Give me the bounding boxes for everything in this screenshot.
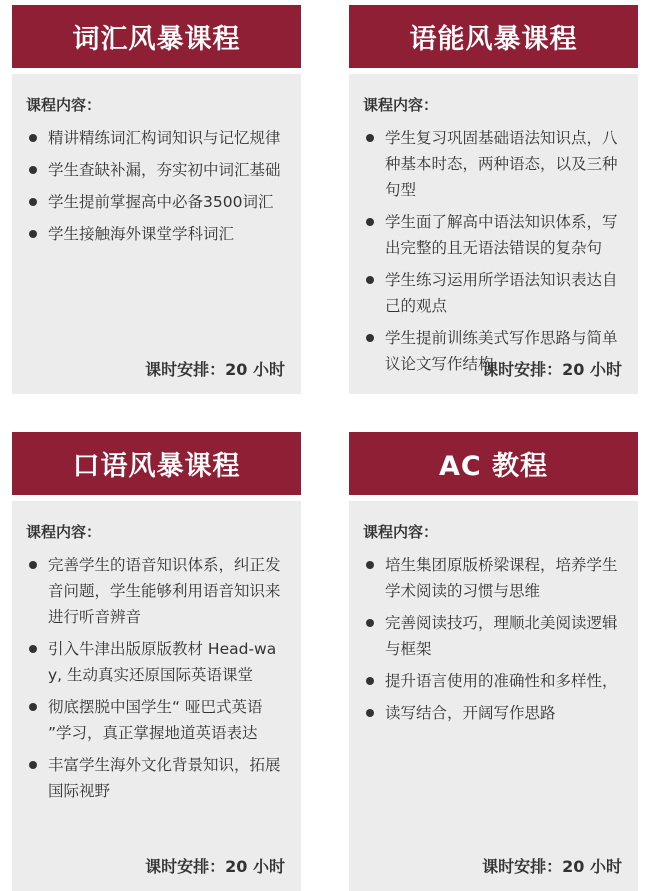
bullet-icon xyxy=(366,276,374,284)
bullet-icon xyxy=(366,218,374,226)
list-item-text: 完善阅读技巧，理顺北美阅读逻辑与框架 xyxy=(385,614,618,658)
list-item-text: 彻底摆脱中国学生“ 哑巴式英语 ”学习，真正掌握地道英语表达 xyxy=(48,698,263,742)
course-body xyxy=(349,501,638,891)
list-item-text: 引入牛津出版原版教材 Head-way, 生动真实还原国际英语课堂 xyxy=(48,640,277,684)
list-item-text: 学生面了解高中语法知识体系，写出完整的且无语法错误的复杂句 xyxy=(385,213,618,257)
list-item-text: 培生集团原版桥梁课程，培养学生学术阅读的习惯与思维 xyxy=(385,556,618,600)
bullet-icon xyxy=(366,561,374,569)
list-item xyxy=(26,125,287,151)
content-label: 课程内容： xyxy=(26,96,102,114)
content-list xyxy=(26,125,287,247)
list-item-text: 读写结合，开阔写作思路 xyxy=(385,704,556,722)
bullet-icon xyxy=(29,561,37,569)
list-item xyxy=(363,668,624,694)
bullet-icon xyxy=(29,198,37,206)
course-hours: 课时安排：20 小时 xyxy=(145,857,285,876)
list-item-text: 提升语言使用的准确性和多样性， xyxy=(385,672,618,690)
bullet-icon xyxy=(366,677,374,685)
list-item-text: 学生提前训练美式写作思路与简单议论文写作结构 xyxy=(385,329,618,373)
list-item xyxy=(26,157,287,183)
list-item xyxy=(363,610,624,662)
list-item-text: 学生提前掌握高中必备3500词汇 xyxy=(48,193,274,211)
list-item xyxy=(26,552,287,630)
bullet-icon xyxy=(29,166,37,174)
course-body xyxy=(349,74,638,394)
list-item-text: 学生查缺补漏，夯实初中词汇基础 xyxy=(48,161,281,179)
course-body xyxy=(12,501,301,891)
bullet-icon xyxy=(29,761,37,769)
bullet-icon xyxy=(366,709,374,717)
list-item xyxy=(26,221,287,247)
content-list xyxy=(363,125,624,377)
course-title: 口语风暴课程 xyxy=(12,432,301,495)
course-card-vocabulary xyxy=(12,5,301,394)
bullet-icon xyxy=(29,703,37,711)
bullet-icon xyxy=(29,645,37,653)
course-title: AC 教程 xyxy=(349,432,638,495)
bullet-icon xyxy=(366,619,374,627)
list-item-text: 精讲精练词汇构词知识与记忆规律 xyxy=(48,129,281,147)
list-item xyxy=(363,209,624,261)
content-label: 课程内容： xyxy=(363,523,439,541)
content-label: 课程内容： xyxy=(26,523,102,541)
bullet-icon xyxy=(366,134,374,142)
bullet-icon xyxy=(29,134,37,142)
list-item-text: 学生练习运用所学语法知识表达自己的观点 xyxy=(385,271,618,315)
content-label: 课程内容： xyxy=(363,96,439,114)
course-body xyxy=(12,74,301,394)
list-item-text: 学生接触海外课堂学科词汇 xyxy=(48,225,235,243)
list-item xyxy=(363,700,624,726)
list-item-text: 完善学生的语音知识体系，纠正发音问题，学生能够利用语音知识来进行听音辨音 xyxy=(48,556,281,626)
list-item xyxy=(26,189,287,215)
course-card-speaking xyxy=(12,432,301,891)
list-item xyxy=(363,552,624,604)
bullet-icon xyxy=(29,230,37,238)
course-title: 语能风暴课程 xyxy=(349,5,638,68)
content-list xyxy=(26,552,287,804)
course-hours: 课时安排：20 小时 xyxy=(482,360,622,379)
course-hours: 课时安排：20 小时 xyxy=(145,360,285,379)
list-item-text: 学生复习巩固基础语法知识点，八种基本时态，两种语态，以及三种句型 xyxy=(385,129,618,199)
list-item xyxy=(26,694,287,746)
list-item-text: 丰富学生海外文化背景知识，拓展国际视野 xyxy=(48,756,281,800)
list-item xyxy=(363,267,624,319)
list-item xyxy=(26,752,287,804)
list-item xyxy=(363,125,624,203)
course-title: 词汇风暴课程 xyxy=(12,5,301,68)
list-item xyxy=(26,636,287,688)
course-hours: 课时安排：20 小时 xyxy=(482,857,622,876)
course-card-grammar xyxy=(349,5,638,394)
bullet-icon xyxy=(366,334,374,342)
content-list xyxy=(363,552,624,726)
course-card-ac xyxy=(349,432,638,891)
